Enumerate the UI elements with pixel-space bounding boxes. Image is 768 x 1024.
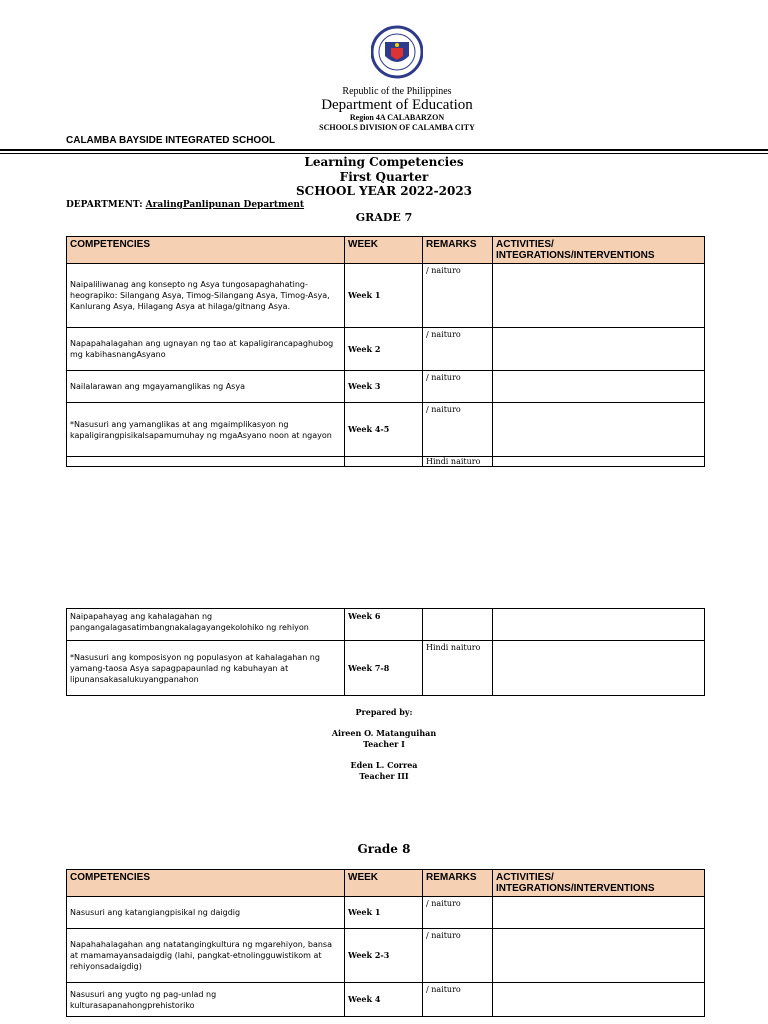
competency-cell: *Nasusuri ang yamanglikas at ang mgaimplikasyon ng kapaligirangpisikalsapamumuhay ng mgaAsyano noon at ngayon	[67, 403, 345, 457]
competency-cell: Nasusuri ang katangiangpisikal ng daigdig	[67, 897, 345, 929]
table-row	[67, 371, 705, 403]
header-week: WEEK	[345, 870, 423, 897]
week-cell	[345, 457, 423, 467]
week-cell: Week 4-5	[345, 403, 423, 457]
department-field	[66, 200, 304, 210]
table-row	[67, 609, 705, 641]
deped-seal-icon	[371, 22, 423, 82]
activities-cell	[493, 609, 705, 641]
grade8-title: Grade 8	[357, 842, 411, 856]
week-cell: Week 1	[345, 264, 423, 328]
activities-cell	[493, 328, 705, 371]
activities-cell	[493, 641, 705, 696]
activities-cell	[493, 403, 705, 457]
competency-cell: Nailalarawan ang mgayamanglikas ng Asya	[67, 371, 345, 403]
week-cell: Week 7-8	[345, 641, 423, 696]
competency-cell: Napapahalagahan ang ugnayan ng tao at kapaligirancapaghubog mg kabihasnangAsyano	[67, 328, 345, 371]
remarks-cell: / naituro	[423, 371, 493, 403]
table-header-row	[67, 870, 705, 897]
prepared-label: Prepared by:	[355, 707, 413, 717]
region-line: Region 4A CALABARZON	[349, 113, 445, 122]
remarks-cell: / naituro	[423, 929, 493, 983]
competency-cell	[67, 457, 345, 467]
header-remarks: REMARKS	[423, 237, 493, 264]
remarks-cell: / naituro	[423, 983, 493, 1017]
header-week: WEEK	[345, 237, 423, 264]
grade7-table	[66, 236, 705, 467]
activities-cell	[493, 897, 705, 929]
remarks-cell: / naituro	[423, 897, 493, 929]
doc-school-year: SCHOOL YEAR 2022-2023	[295, 184, 473, 198]
school-name: CALAMBA BAYSIDE INTEGRATED SCHOOL	[66, 135, 276, 146]
table-row	[67, 264, 705, 328]
department-value: AralingPanlipunan Department	[145, 200, 305, 210]
activities-cell	[493, 983, 705, 1017]
remarks-cell: / naituro	[423, 328, 493, 371]
table-row	[67, 641, 705, 696]
grade7-title: GRADE 7	[355, 211, 413, 224]
preparer-2-name: Eden L. Correa	[350, 760, 418, 770]
competency-cell: *Nasusuri ang komposisyon ng populasyon at kahalagahan ng yamang-taosa Asya sapagpapaunlad ng kabuhayan at lipunansakasalukuyangpanahon	[67, 641, 345, 696]
competency-cell: Napahahalagahan ang natatangingkultura ng mgarehiyon, bansa at mamamayansadaigdig (lahi, pangkat-etnolingguwistikom at rehiyonsadaigdig)	[67, 929, 345, 983]
table-header-row	[67, 237, 705, 264]
department-label: DEPARTMENT:	[66, 200, 143, 210]
header-activities: ACTIVITIES/ INTEGRATIONS/INTERVENTIONS	[493, 237, 705, 264]
activities-cell	[493, 371, 705, 403]
competency-cell: Naipaliliwanag ang konsepto ng Asya tungosapaghahating-heograpiko: Silangang Asya, Timog-Silangang Asya, Timog-Asya, Kanlurang Asya, Hilagang Asya at hilaga/gitnang Asya.	[67, 264, 345, 328]
table-row	[67, 328, 705, 371]
week-cell: Week 4	[345, 983, 423, 1017]
week-cell: Week 1	[345, 897, 423, 929]
remarks-cell: / naituro	[423, 403, 493, 457]
department-line: Department of Education	[321, 97, 473, 113]
table-row	[67, 457, 705, 467]
week-cell: Week 2-3	[345, 929, 423, 983]
remarks-cell: Hindi naituro	[423, 457, 493, 467]
remarks-cell	[423, 609, 493, 641]
activities-cell	[493, 457, 705, 467]
table-row	[67, 983, 705, 1017]
remarks-cell: / naituro	[423, 264, 493, 328]
doc-title: Learning Competencies	[304, 155, 464, 169]
activities-cell	[493, 929, 705, 983]
header-rule-thin	[0, 153, 768, 154]
table-row	[67, 929, 705, 983]
doc-quarter: First Quarter	[339, 170, 429, 184]
table-row	[67, 403, 705, 457]
competency-cell: Naipapahayag ang kahalagahan ng pangangalagasatimbangnakalagayangekolohiko ng rehiyon	[67, 609, 345, 641]
week-cell: Week 3	[345, 371, 423, 403]
republic-line: Republic of the Philippines	[342, 86, 452, 97]
header-competencies: COMPETENCIES	[67, 870, 345, 897]
activities-cell	[493, 264, 705, 328]
week-cell: Week 6	[345, 609, 423, 641]
header-remarks: REMARKS	[423, 870, 493, 897]
grade7-table-continued	[66, 608, 705, 696]
table-row	[67, 897, 705, 929]
preparer-1-title: Teacher I	[363, 739, 405, 749]
week-cell: Week 2	[345, 328, 423, 371]
header-competencies: COMPETENCIES	[67, 237, 345, 264]
preparer-1-name: Aireen O. Matanguihan	[331, 728, 437, 738]
header-activities: ACTIVITIES/ INTEGRATIONS/INTERVENTIONS	[493, 870, 705, 897]
header-rule	[0, 149, 768, 151]
division-line: SCHOOLS DIVISION OF CALAMBA CITY	[319, 123, 475, 132]
remarks-cell: Hindi naituro	[423, 641, 493, 696]
grade8-table	[66, 869, 705, 1017]
competency-cell: Nasusuri ang yugto ng pag-unlad ng kulturasapanahongprehistoriko	[67, 983, 345, 1017]
preparer-2-title: Teacher III	[359, 771, 409, 781]
